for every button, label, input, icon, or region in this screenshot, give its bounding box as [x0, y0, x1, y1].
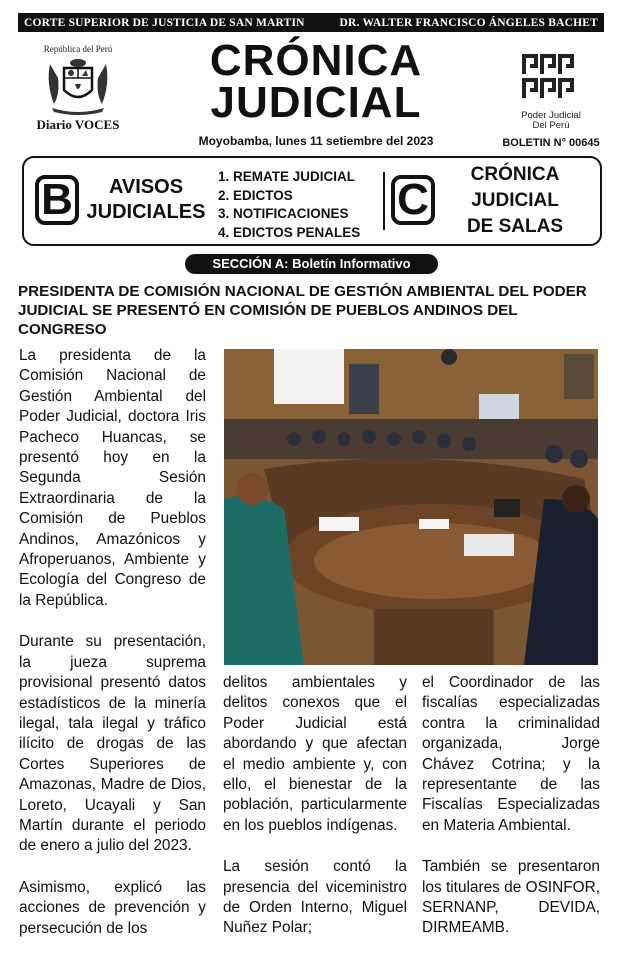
pj-name-line2: Del Perú	[532, 120, 570, 132]
avisos-list	[218, 168, 360, 242]
poder-judicial-block	[496, 52, 606, 149]
republica-label: República del Perú	[43, 44, 113, 54]
top-banner	[18, 13, 604, 32]
pj-name-line1: Poder Judicial	[521, 110, 581, 121]
list-item: 3. NOTIFICACIONES	[218, 206, 349, 221]
masthead-line1: CRÓNICA	[209, 36, 423, 85]
article-headline: PRESIDENTA DE COMISIÓN NACIONAL DE GESTIÓN AMBIENTAL DEL PODER JUDICIAL SE PRESENTÓ EN COMISIÓN DE PUEBLOS ANDINOS DEL CONGRESO	[18, 283, 587, 338]
peru-emblem	[28, 44, 128, 144]
avisos-line1: AVISOS	[108, 176, 184, 198]
boletin-number: BOLETIN N° 00645	[502, 136, 600, 149]
avisos-line2: JUDICIALES	[86, 201, 206, 223]
photo-illustration	[224, 349, 598, 665]
section-pill: SECCIÓN A: Boletín Informativo	[185, 254, 438, 274]
article-column-3	[422, 673, 600, 960]
list-item: 1. REMATE JUDICIAL	[218, 169, 356, 184]
section-divider	[383, 172, 385, 230]
article-column-1	[19, 346, 206, 960]
avisos-judiciales-title	[82, 175, 210, 225]
cronica-line1: CRÓNICA	[470, 164, 560, 185]
list-item: 4. EDICTOS PENALES	[218, 224, 361, 240]
poder-judicial-logo-icon	[520, 52, 582, 102]
congress-meeting-photo	[224, 349, 598, 665]
paragraph: La sesión contó la presencia del viceministro de Orden Interno, Miguel Nuñez Polar;	[223, 858, 407, 937]
diario-voces-label: Diario VOCES	[36, 117, 120, 132]
article-column-2	[223, 673, 407, 960]
list-item: 2. EDICTOS	[218, 187, 293, 203]
cronica-salas-title	[440, 162, 590, 240]
masthead-line2: JUDICIAL	[210, 77, 422, 127]
paragraph: También se presentaron los titulares de OSINFOR, SERNANP, DEVIDA, DIRMEAMB.	[422, 858, 600, 937]
president-name: DR. WALTER FRANCISCO ÁNGELES BACHET	[339, 16, 598, 29]
dateline: Moyobamba, lunes 11 setiembre del 2023	[198, 134, 434, 148]
peru-coat-of-arms-icon	[42, 54, 114, 116]
section-c-letter: C	[391, 175, 435, 225]
paragraph: La presidenta de la Comisión Nacional de Gestión Ambiental del Poder Judicial, doctora Iris Pacheco Huancas, se presentó hoy en la Segunda Sesión Extraordinaria de la Comisión de Pueblos Andinos, Amazónicos y Afroperuanos, Ambiente y Ecología del Congreso de la República.	[19, 347, 206, 609]
cronica-line3: DE SALAS	[466, 216, 564, 237]
section-b-letter: B	[35, 175, 79, 225]
court-name: CORTE SUPERIOR DE JUSTICIA DE SAN MARTIN	[24, 16, 305, 29]
cronica-line2: JUDICIAL	[471, 190, 559, 211]
masthead	[186, 36, 446, 127]
paragraph: el Coordinador de las fiscalías especializadas contra la criminalidad organizada, Jorge Chávez Cotrina; y la representante de las Fiscalías Especializadas en Materia Ambiental.	[422, 674, 600, 834]
paragraph: delitos ambientales y delitos conexos que el Poder Judicial está abordando y que afectan el medio ambiente y, con ello, el bienestar de la población, particularmente en los pueblos indígenas.	[223, 674, 407, 834]
paragraph: Asimismo, explicó las acciones de prevención y persecución de los	[19, 878, 206, 937]
paragraph: Durante su presentación, la jueza suprema provisional presentó datos estadísticos de la minería ilegal, tala ilegal y tráfico ilícito de drogas de las Cortes Superiores de Amazonas, Madre de Dios, Loreto, Ucayali y San Martín durante el periodo de enero a julio del 2023.	[19, 633, 206, 855]
